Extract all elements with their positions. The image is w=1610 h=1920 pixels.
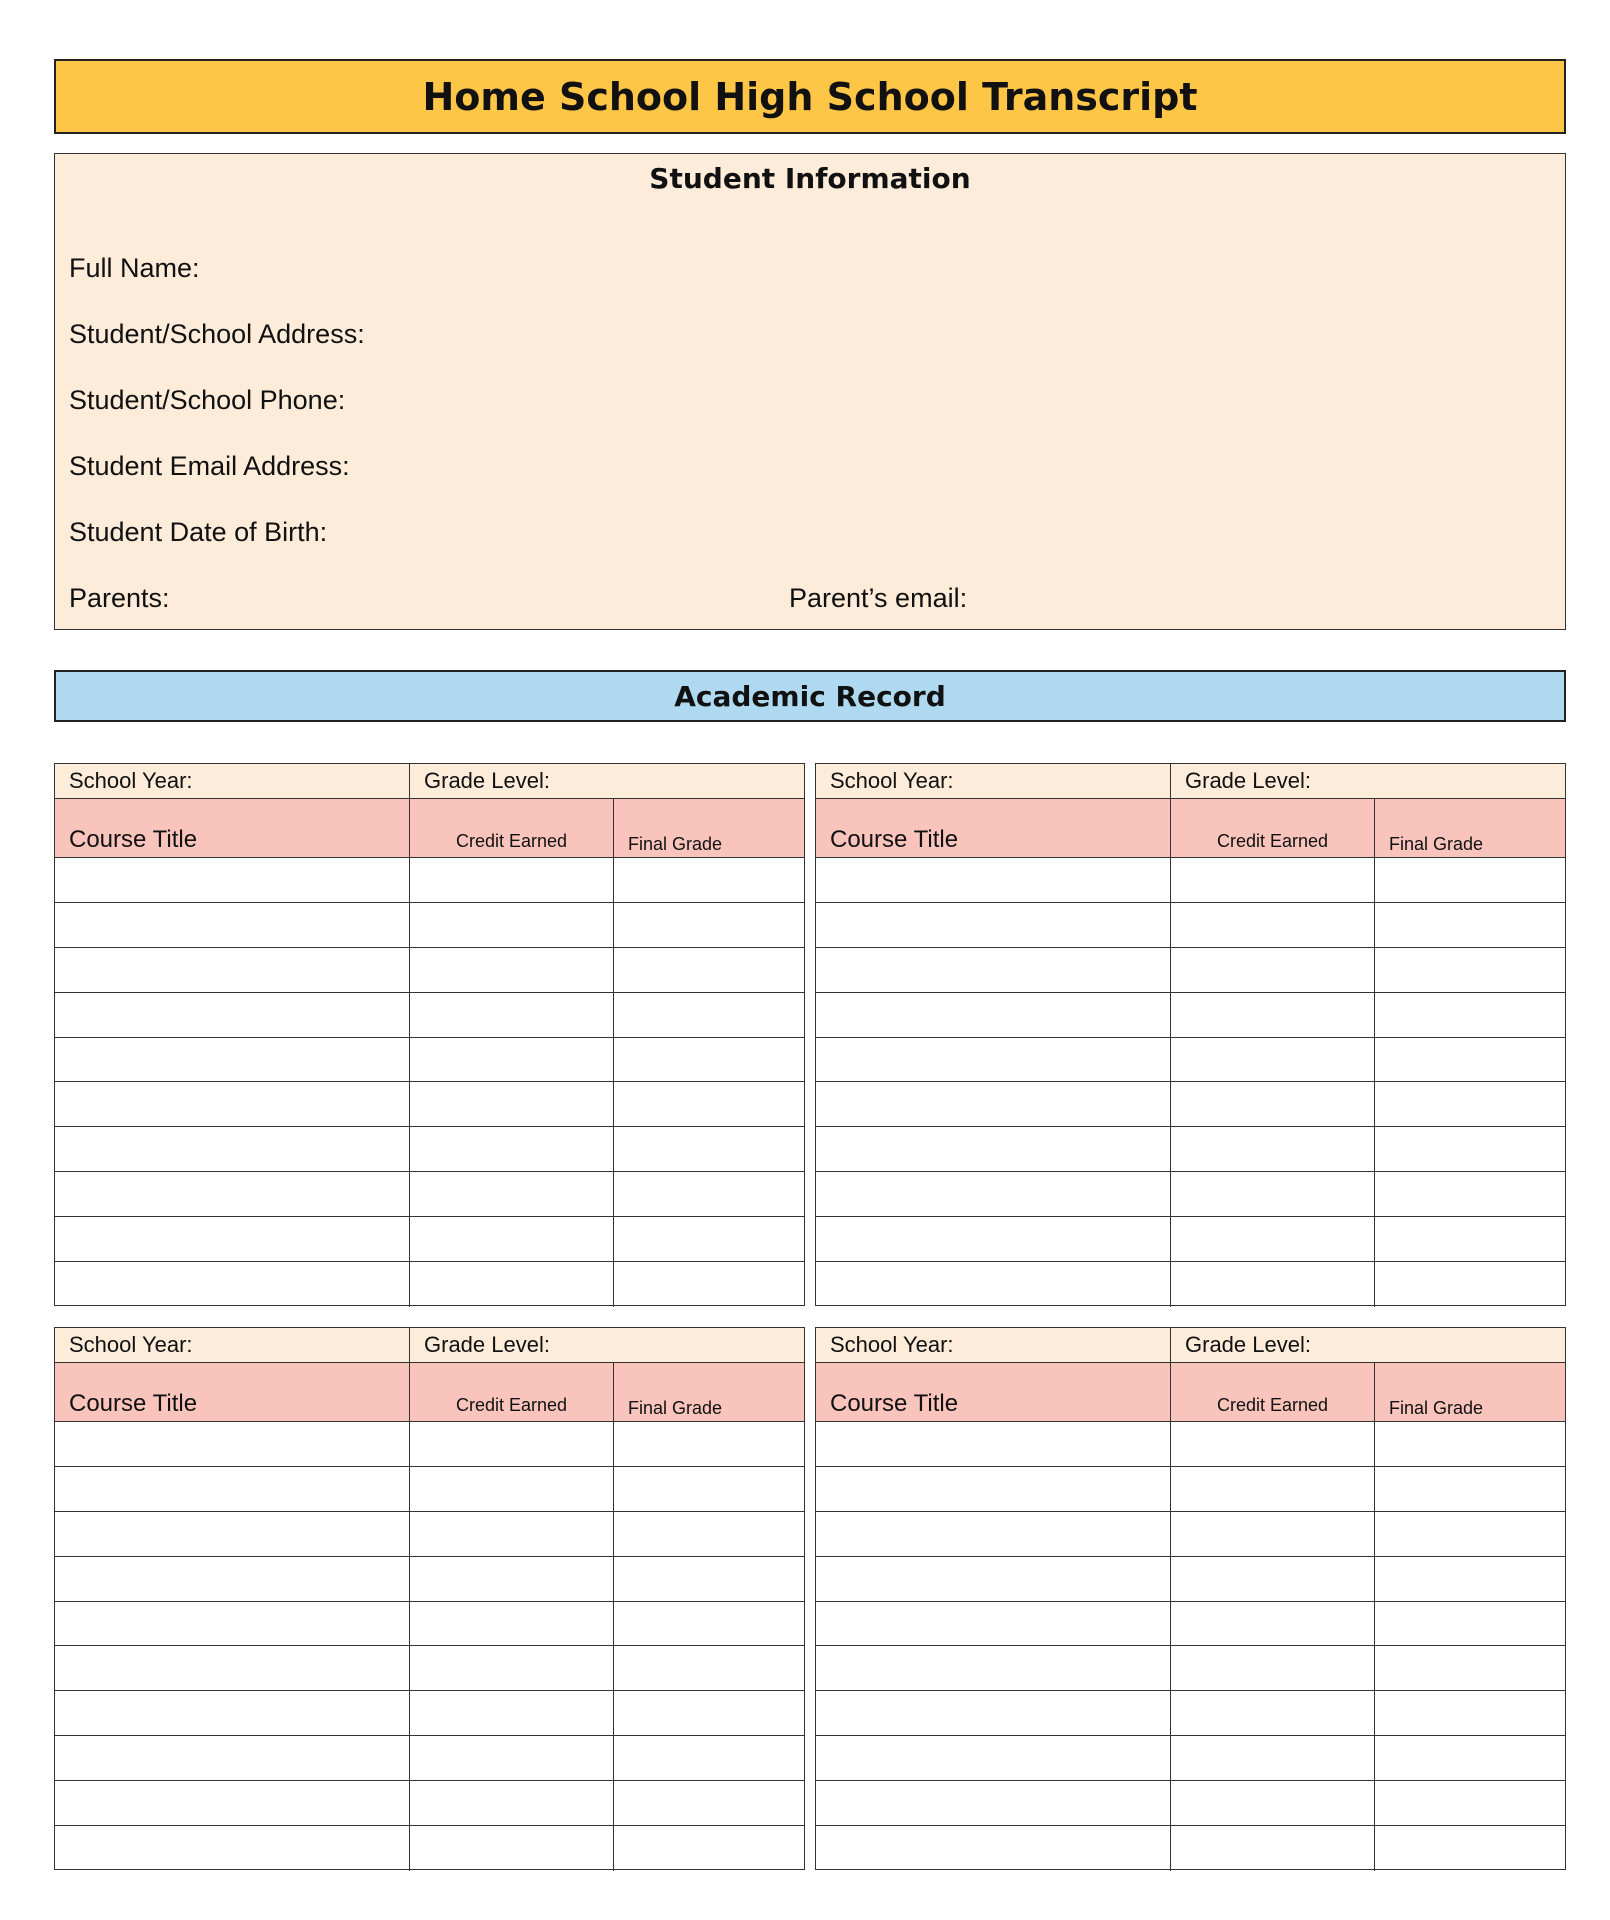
credit-earned-cell[interactable] (410, 1691, 614, 1735)
course-title-cell[interactable] (55, 1557, 410, 1601)
course-title-cell[interactable] (55, 948, 410, 992)
year-table (54, 763, 805, 1306)
year-table (815, 1327, 1566, 1870)
course-title-cell[interactable] (816, 1826, 1171, 1871)
course-title-cell[interactable] (55, 1467, 410, 1511)
table-row (816, 1512, 1565, 1557)
table-row (55, 1422, 804, 1467)
credit-earned-cell[interactable] (1171, 1467, 1375, 1511)
school-year-cell[interactable] (816, 764, 1171, 798)
credit-earned-cell[interactable] (1171, 1217, 1375, 1261)
course-rows (816, 858, 1565, 1305)
credit-earned-header (410, 1363, 614, 1421)
course-title-cell[interactable] (816, 858, 1171, 902)
grade-level-cell[interactable] (1171, 1328, 1565, 1362)
course-title-cell[interactable] (55, 858, 410, 902)
final-grade-cell[interactable] (1375, 1736, 1565, 1780)
credit-earned-cell[interactable] (410, 1082, 614, 1126)
course-title-header (816, 799, 1171, 857)
course-title-label: Course Title (830, 826, 959, 853)
school-year-cell[interactable] (55, 1328, 410, 1362)
year-info-row (55, 1328, 804, 1363)
table-row (55, 1646, 804, 1691)
final-grade-cell[interactable] (1375, 1691, 1565, 1735)
course-title-cell[interactable] (816, 1082, 1171, 1126)
final-grade-cell[interactable] (1375, 1826, 1565, 1871)
credit-earned-cell[interactable] (410, 1217, 614, 1261)
credit-earned-cell[interactable] (410, 1262, 614, 1307)
final-grade-cell[interactable] (1375, 1467, 1565, 1511)
final-grade-cell[interactable] (614, 1467, 804, 1511)
course-title-cell[interactable] (816, 948, 1171, 992)
credit-earned-cell[interactable] (1171, 1127, 1375, 1171)
table-row (55, 1826, 804, 1871)
course-title-cell[interactable] (816, 1467, 1171, 1511)
grade-level-label: Grade Level: (1185, 1332, 1311, 1357)
final-grade-cell[interactable] (614, 1082, 804, 1126)
credit-earned-cell[interactable] (410, 1512, 614, 1556)
course-title-cell[interactable] (55, 1512, 410, 1556)
column-header-row (55, 1363, 804, 1422)
credit-earned-cell[interactable] (1171, 1512, 1375, 1556)
table-row (55, 1127, 804, 1172)
final-grade-cell[interactable] (614, 1422, 804, 1466)
course-title-cell[interactable] (55, 1082, 410, 1126)
table-row (55, 1262, 804, 1307)
final-grade-cell[interactable] (1375, 1172, 1565, 1216)
course-title-cell[interactable] (816, 903, 1171, 947)
course-title-cell[interactable] (816, 1172, 1171, 1216)
table-row (816, 1691, 1565, 1736)
credit-earned-cell[interactable] (1171, 1691, 1375, 1735)
table-row (816, 1422, 1565, 1467)
table-row (816, 1557, 1565, 1602)
grade-level-label: Grade Level: (1185, 768, 1311, 793)
credit-earned-cell[interactable] (410, 1646, 614, 1690)
credit-earned-cell[interactable] (410, 1422, 614, 1466)
table-row (816, 1602, 1565, 1647)
final-grade-cell[interactable] (614, 1557, 804, 1601)
final-grade-header (614, 1363, 804, 1421)
parents-field[interactable]: Parents: (69, 583, 170, 613)
school-year-label: School Year: (69, 1332, 193, 1357)
school-year-label: School Year: (830, 768, 954, 793)
course-title-cell[interactable] (55, 993, 410, 1037)
course-title-cell[interactable] (55, 1262, 410, 1307)
final-grade-cell[interactable] (1375, 1512, 1565, 1556)
table-row (55, 1736, 804, 1781)
final-grade-cell[interactable] (614, 1038, 804, 1082)
table-row (55, 1217, 804, 1262)
final-grade-cell[interactable] (1375, 1217, 1565, 1261)
year-info-row (816, 764, 1565, 799)
course-title-cell[interactable] (816, 1557, 1171, 1601)
table-row (55, 1082, 804, 1127)
table-row (816, 1172, 1565, 1217)
final-grade-cell[interactable] (1375, 1646, 1565, 1690)
course-title-cell[interactable] (816, 1646, 1171, 1690)
course-title-cell[interactable] (55, 903, 410, 947)
course-title-label: Course Title (69, 1390, 198, 1417)
course-title-cell[interactable] (816, 1512, 1171, 1556)
grade-level-label: Grade Level: (424, 1332, 550, 1357)
student-information-panel (54, 153, 1566, 630)
course-title-cell[interactable] (55, 1127, 410, 1171)
final-grade-cell[interactable] (1375, 948, 1565, 992)
credit-earned-cell[interactable] (1171, 948, 1375, 992)
credit-earned-cell[interactable] (1171, 1736, 1375, 1780)
course-title-cell[interactable] (816, 1038, 1171, 1082)
credit-earned-cell[interactable] (410, 858, 614, 902)
credit-earned-cell[interactable] (410, 993, 614, 1037)
final-grade-cell[interactable] (1375, 1602, 1565, 1646)
course-title-cell[interactable] (816, 1691, 1171, 1735)
course-title-cell[interactable] (816, 1602, 1171, 1646)
grade-level-cell[interactable] (410, 764, 804, 798)
final-grade-cell[interactable] (614, 993, 804, 1037)
final-grade-cell[interactable] (614, 1602, 804, 1646)
year-table (54, 1327, 805, 1870)
table-row (55, 993, 804, 1038)
table-row (55, 858, 804, 903)
table-row (55, 903, 804, 948)
course-title-header (55, 799, 410, 857)
table-row (55, 1557, 804, 1602)
final-grade-cell[interactable] (614, 1127, 804, 1171)
table-row (55, 1512, 804, 1557)
table-row (55, 1781, 804, 1826)
course-rows (55, 858, 804, 1305)
course-title-cell[interactable] (55, 1736, 410, 1780)
grade-level-cell[interactable] (1171, 764, 1565, 798)
final-grade-cell[interactable] (614, 1646, 804, 1690)
course-title-label: Course Title (830, 1390, 959, 1417)
grade-level-cell[interactable] (410, 1328, 804, 1362)
credit-earned-cell[interactable] (410, 1467, 614, 1511)
final-grade-cell[interactable] (614, 948, 804, 992)
final-grade-cell[interactable] (614, 1512, 804, 1556)
final-grade-cell[interactable] (1375, 993, 1565, 1037)
school-year-label: School Year: (830, 1332, 954, 1357)
final-grade-cell[interactable] (614, 858, 804, 902)
course-title-header (55, 1363, 410, 1421)
table-row (816, 1082, 1565, 1127)
table-row (816, 858, 1565, 903)
credit-earned-cell[interactable] (410, 1127, 614, 1171)
credit-earned-cell[interactable] (1171, 903, 1375, 947)
table-row (55, 1172, 804, 1217)
credit-earned-cell[interactable] (1171, 993, 1375, 1037)
course-title-cell[interactable] (816, 993, 1171, 1037)
table-row (816, 948, 1565, 993)
table-row (816, 1736, 1565, 1781)
credit-earned-cell[interactable] (1171, 1082, 1375, 1126)
course-title-cell[interactable] (816, 1736, 1171, 1780)
grade-level-label: Grade Level: (424, 768, 550, 793)
table-row (55, 1691, 804, 1736)
final-grade-cell[interactable] (1375, 903, 1565, 947)
final-grade-cell[interactable] (614, 1172, 804, 1216)
credit-earned-cell[interactable] (410, 1557, 614, 1601)
credit-earned-cell[interactable] (1171, 1262, 1375, 1307)
table-row (816, 993, 1565, 1038)
course-title-cell[interactable] (55, 1691, 410, 1735)
final-grade-cell[interactable] (1375, 1038, 1565, 1082)
table-row (816, 1467, 1565, 1512)
course-rows (816, 1422, 1565, 1869)
final-grade-cell[interactable] (614, 903, 804, 947)
column-header-row (816, 1363, 1565, 1422)
course-title-cell[interactable] (55, 1172, 410, 1216)
credit-earned-cell[interactable] (1171, 1038, 1375, 1082)
credit-earned-label: Credit Earned (455, 1395, 568, 1415)
table-row (816, 1826, 1565, 1871)
final-grade-header (1375, 1363, 1565, 1421)
table-row (816, 1127, 1565, 1172)
credit-earned-cell[interactable] (410, 1038, 614, 1082)
credit-earned-cell[interactable] (410, 1602, 614, 1646)
credit-earned-cell[interactable] (1171, 1557, 1375, 1601)
email-field[interactable]: Student Email Address: (69, 451, 350, 481)
date-of-birth-field[interactable]: Student Date of Birth: (69, 517, 328, 547)
final-grade-label: Final Grade (628, 1398, 723, 1418)
table-row (816, 1217, 1565, 1262)
course-title-cell[interactable] (816, 1217, 1171, 1261)
school-year-label: School Year: (69, 768, 193, 793)
credit-earned-cell[interactable] (1171, 1781, 1375, 1825)
student-information-title: Student Information (649, 162, 971, 195)
final-grade-cell[interactable] (1375, 1127, 1565, 1171)
final-grade-cell[interactable] (614, 1736, 804, 1780)
final-grade-cell[interactable] (614, 1262, 804, 1307)
credit-earned-label: Credit Earned (1216, 1395, 1329, 1415)
final-grade-cell[interactable] (1375, 1262, 1565, 1307)
credit-earned-cell[interactable] (410, 903, 614, 947)
final-grade-cell[interactable] (1375, 1781, 1565, 1825)
course-title-cell[interactable] (55, 1826, 410, 1871)
academic-record-title: Academic Record (54, 670, 1566, 722)
year-table (815, 763, 1566, 1306)
final-grade-cell[interactable] (614, 1781, 804, 1825)
credit-earned-label: Credit Earned (1216, 831, 1329, 851)
column-header-row (816, 799, 1565, 858)
table-row (55, 1467, 804, 1512)
course-title-cell[interactable] (55, 1602, 410, 1646)
table-row (816, 903, 1565, 948)
course-title-cell[interactable] (55, 1646, 410, 1690)
credit-earned-cell[interactable] (410, 1826, 614, 1871)
course-title-cell[interactable] (816, 1781, 1171, 1825)
page-title: Home School High School Transcript (54, 59, 1566, 134)
credit-earned-header (1171, 1363, 1375, 1421)
credit-earned-cell[interactable] (410, 1736, 614, 1780)
full-name-field[interactable]: Full Name: (69, 253, 200, 283)
final-grade-label: Final Grade (1389, 834, 1484, 854)
year-info-row (816, 1328, 1565, 1363)
final-grade-cell[interactable] (614, 1691, 804, 1735)
course-title-cell[interactable] (816, 1422, 1171, 1466)
credit-earned-cell[interactable] (410, 1781, 614, 1825)
table-row (816, 1038, 1565, 1083)
table-row (55, 1602, 804, 1647)
final-grade-cell[interactable] (1375, 1082, 1565, 1126)
final-grade-cell[interactable] (1375, 1557, 1565, 1601)
final-grade-header (614, 799, 804, 857)
course-title-cell[interactable] (55, 1217, 410, 1261)
column-header-row (55, 799, 804, 858)
parent-email-field[interactable]: Parent’s email: (789, 583, 968, 613)
credit-earned-cell[interactable] (1171, 1602, 1375, 1646)
credit-earned-cell[interactable] (1171, 858, 1375, 902)
final-grade-cell[interactable] (1375, 1422, 1565, 1466)
course-title-cell[interactable] (55, 1038, 410, 1082)
course-title-header (816, 1363, 1171, 1421)
credit-earned-cell[interactable] (1171, 1422, 1375, 1466)
school-year-cell[interactable] (816, 1328, 1171, 1362)
credit-earned-cell[interactable] (410, 948, 614, 992)
table-row (816, 1781, 1565, 1826)
course-rows (55, 1422, 804, 1869)
credit-earned-header (410, 799, 614, 857)
course-title-cell[interactable] (55, 1422, 410, 1466)
credit-earned-cell[interactable] (410, 1172, 614, 1216)
course-title-cell[interactable] (55, 1781, 410, 1825)
credit-earned-cell[interactable] (1171, 1646, 1375, 1690)
phone-field[interactable]: Student/School Phone: (69, 385, 346, 415)
course-title-cell[interactable] (816, 1127, 1171, 1171)
table-row (816, 1646, 1565, 1691)
final-grade-cell[interactable] (614, 1217, 804, 1261)
credit-earned-cell[interactable] (1171, 1826, 1375, 1871)
credit-earned-label: Credit Earned (455, 831, 568, 851)
final-grade-cell[interactable] (614, 1826, 804, 1871)
final-grade-header (1375, 799, 1565, 857)
address-field[interactable]: Student/School Address: (69, 319, 365, 349)
credit-earned-cell[interactable] (1171, 1172, 1375, 1216)
table-row (816, 1262, 1565, 1307)
course-title-label: Course Title (69, 826, 198, 853)
school-year-cell[interactable] (55, 764, 410, 798)
year-info-row (55, 764, 804, 799)
course-title-cell[interactable] (816, 1262, 1171, 1307)
table-row (55, 948, 804, 993)
final-grade-cell[interactable] (1375, 858, 1565, 902)
table-row (55, 1038, 804, 1083)
final-grade-label: Final Grade (628, 834, 723, 854)
final-grade-label: Final Grade (1389, 1398, 1484, 1418)
credit-earned-header (1171, 799, 1375, 857)
